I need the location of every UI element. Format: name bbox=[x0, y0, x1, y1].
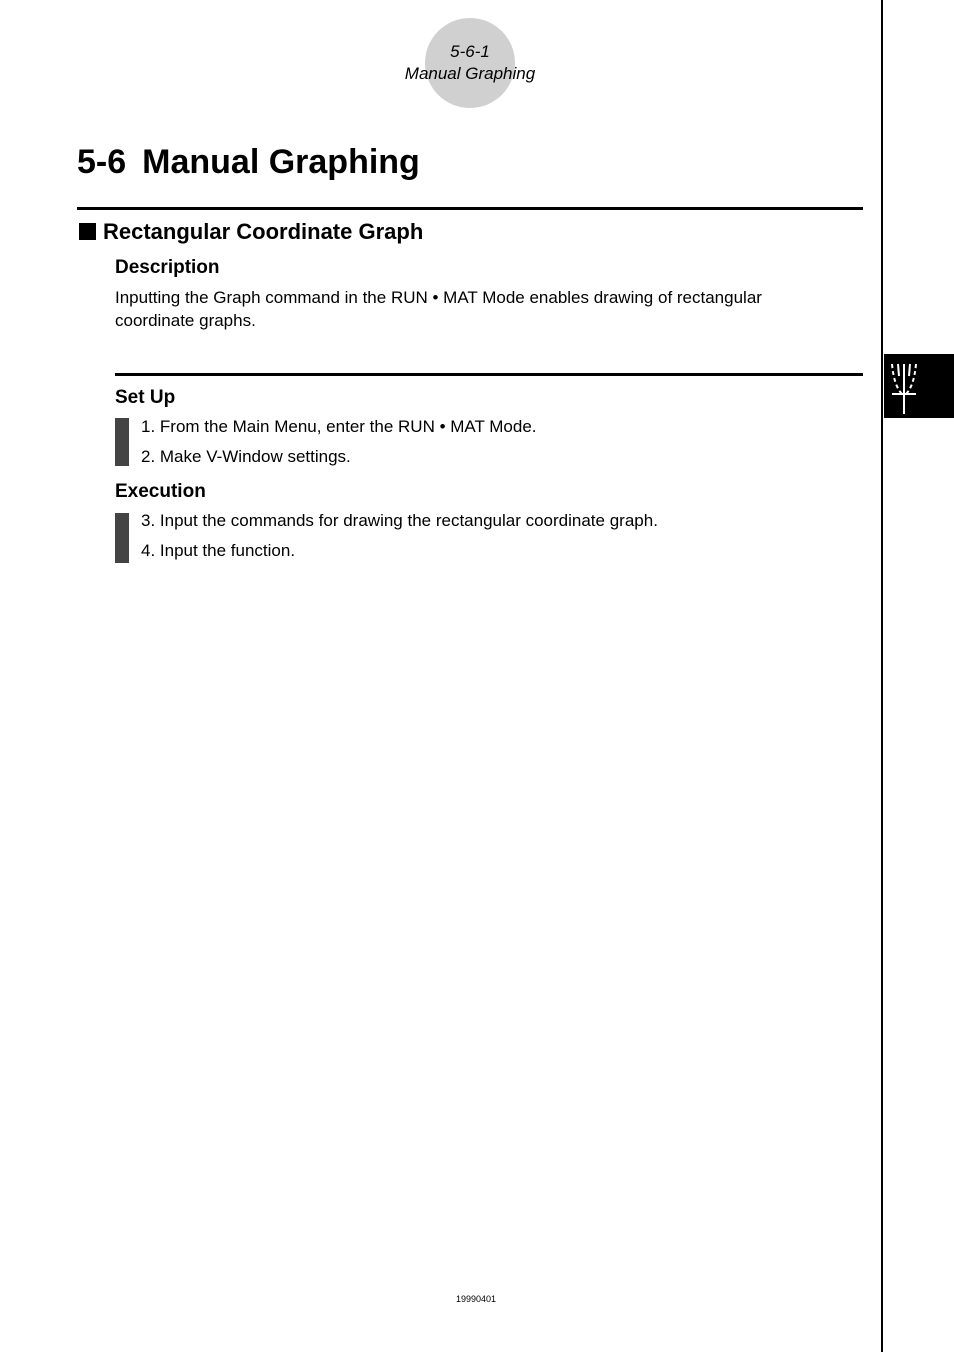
square-bullet-icon bbox=[79, 223, 96, 240]
setup-step: 1. From the Main Menu, enter the RUN • MAT Mode. bbox=[141, 417, 537, 436]
page-edge-rule bbox=[881, 0, 883, 1352]
section-divider bbox=[115, 373, 863, 376]
title-divider bbox=[77, 207, 863, 210]
execution-step: 4. Input the function. bbox=[141, 541, 296, 560]
header-circle bbox=[425, 18, 515, 108]
footer-code: 19990401 bbox=[455, 1294, 497, 1304]
description-heading: Description bbox=[115, 257, 220, 278]
step-bar bbox=[115, 513, 129, 563]
chapter-side-tab bbox=[884, 354, 954, 418]
graph-mode-icon bbox=[886, 356, 926, 416]
setup-step: 2. Make V-Window settings. bbox=[141, 447, 351, 466]
execution-step: 3. Input the commands for drawing the rectangular coordinate graph. bbox=[141, 511, 658, 530]
execution-heading: Execution bbox=[115, 481, 206, 502]
section-heading bbox=[79, 218, 423, 246]
chapter-title-text: Manual Graphing bbox=[142, 143, 420, 181]
chapter-number: 5-6 bbox=[77, 143, 127, 181]
page-title bbox=[77, 140, 420, 184]
running-title: Manual Graphing bbox=[404, 64, 536, 83]
section-title-text: Rectangular Coordinate Graph bbox=[103, 219, 424, 244]
setup-heading: Set Up bbox=[115, 387, 176, 408]
page-number: 5-6-1 bbox=[450, 42, 490, 61]
description-text: Inputting the Graph command in the RUN • MAT Mode enables drawing of rectangular coordinate graphs. bbox=[115, 288, 762, 330]
step-bar bbox=[115, 418, 129, 466]
